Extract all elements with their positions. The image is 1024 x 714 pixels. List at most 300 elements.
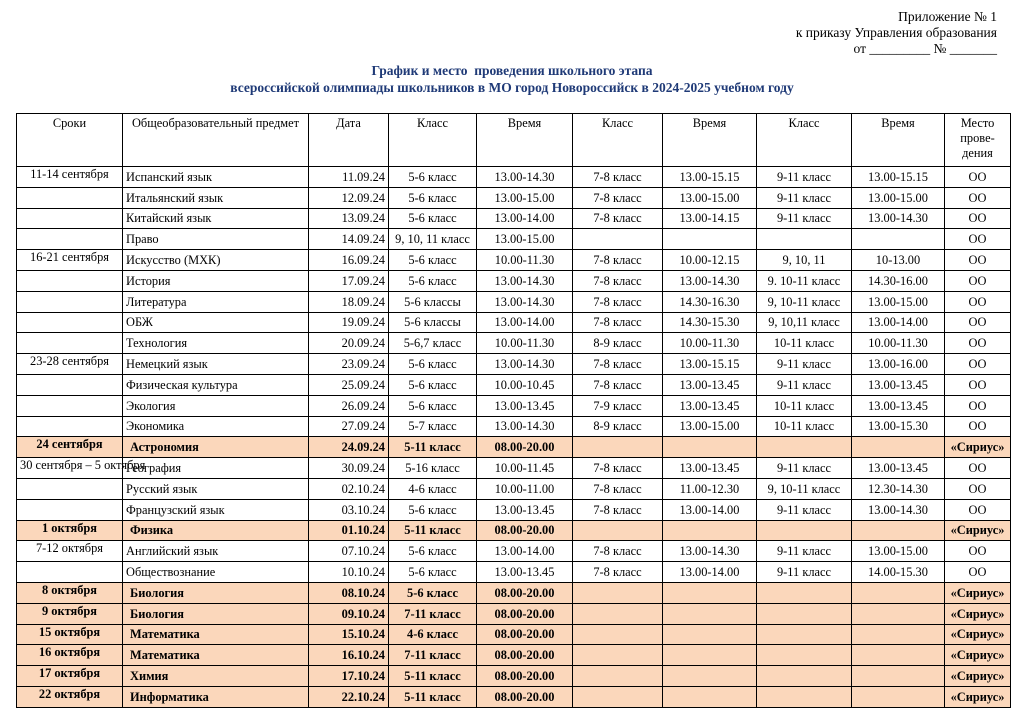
date-cell: 09.10.24 bbox=[309, 603, 389, 624]
column-header: Класс bbox=[389, 114, 477, 167]
subject-cell: Немецкий язык bbox=[123, 354, 309, 375]
date-cell: 03.10.24 bbox=[309, 499, 389, 520]
class-cell bbox=[573, 603, 663, 624]
subject-cell: ОБЖ bbox=[123, 312, 309, 333]
subject-cell: История bbox=[123, 270, 309, 291]
date-cell: 20.09.24 bbox=[309, 333, 389, 354]
time-cell: 13.00-15.00 bbox=[477, 229, 573, 250]
time-cell: 13.00-15.15 bbox=[852, 167, 945, 188]
period-cell: 9 октября bbox=[17, 603, 123, 624]
time-cell bbox=[663, 624, 757, 645]
class-cell: 8-9 класс bbox=[573, 416, 663, 437]
place-cell: ОО bbox=[945, 395, 1011, 416]
table-row bbox=[17, 208, 1011, 229]
time-cell bbox=[852, 603, 945, 624]
class-cell: 5-6 класс bbox=[389, 187, 477, 208]
subject-cell: Китайский язык bbox=[123, 208, 309, 229]
time-cell: 08.00-20.00 bbox=[477, 520, 573, 541]
class-cell: 7-8 класс bbox=[573, 208, 663, 229]
time-cell: 10.00-11.30 bbox=[852, 333, 945, 354]
period-cell: 17 октября bbox=[17, 666, 123, 687]
table-row bbox=[17, 624, 1011, 645]
document-title bbox=[0, 62, 1024, 96]
time-cell bbox=[663, 666, 757, 687]
class-cell: 7-9 класс bbox=[573, 395, 663, 416]
class-cell: 7-8 класс bbox=[573, 250, 663, 271]
time-cell: 13.00-15.15 bbox=[663, 167, 757, 188]
time-cell: 08.00-20.00 bbox=[477, 582, 573, 603]
place-cell: ОО bbox=[945, 187, 1011, 208]
table-row bbox=[17, 187, 1011, 208]
date-cell: 13.09.24 bbox=[309, 208, 389, 229]
appendix-note bbox=[796, 9, 997, 57]
class-cell: 7-8 класс bbox=[573, 312, 663, 333]
table-row bbox=[17, 291, 1011, 312]
place-cell: ОО bbox=[945, 333, 1011, 354]
time-cell: 13.00-14.00 bbox=[852, 312, 945, 333]
time-cell: 13.00-13.45 bbox=[663, 458, 757, 479]
table-row bbox=[17, 374, 1011, 395]
time-cell: 13.00-15.30 bbox=[852, 416, 945, 437]
period-cell: 30 сентября – 5 октября bbox=[17, 458, 123, 479]
time-cell: 10.00-12.15 bbox=[663, 250, 757, 271]
title-line-1: График и место проведения школьного этапа bbox=[371, 63, 653, 78]
class-cell: 9-11 класс bbox=[757, 187, 852, 208]
table-row bbox=[17, 458, 1011, 479]
period-cell: 11-14 сентября bbox=[17, 167, 123, 188]
time-cell: 13.00-14.30 bbox=[477, 416, 573, 437]
subject-cell: Физическая культура bbox=[123, 374, 309, 395]
class-cell: 7-8 класс bbox=[573, 499, 663, 520]
date-cell: 17.09.24 bbox=[309, 270, 389, 291]
time-cell: 10.00-10.45 bbox=[477, 374, 573, 395]
date-cell: 10.10.24 bbox=[309, 562, 389, 583]
place-cell: «Сириус» bbox=[945, 603, 1011, 624]
subject-cell: Итальянский язык bbox=[123, 187, 309, 208]
time-cell: 13.00-14.30 bbox=[663, 270, 757, 291]
period-cell: 1 октября bbox=[17, 520, 123, 541]
date-cell: 11.09.24 bbox=[309, 167, 389, 188]
subject-cell: Астрономия bbox=[123, 437, 309, 458]
time-cell: 08.00-20.00 bbox=[477, 624, 573, 645]
time-cell: 13.00-14.00 bbox=[663, 499, 757, 520]
table-row bbox=[17, 250, 1011, 271]
period-cell bbox=[17, 395, 123, 416]
class-cell: 9-11 класс bbox=[757, 499, 852, 520]
period-cell: 23-28 сентября bbox=[17, 354, 123, 375]
time-cell: 13.00-13.45 bbox=[663, 395, 757, 416]
date-cell: 22.10.24 bbox=[309, 686, 389, 707]
period-cell bbox=[17, 333, 123, 354]
place-cell: ОО bbox=[945, 458, 1011, 479]
class-cell: 9-11 класс bbox=[757, 374, 852, 395]
date-cell: 02.10.24 bbox=[309, 478, 389, 499]
table-row bbox=[17, 582, 1011, 603]
period-cell: 8 октября bbox=[17, 582, 123, 603]
class-cell: 9-11 класс bbox=[757, 562, 852, 583]
class-cell: 7-8 класс bbox=[573, 458, 663, 479]
time-cell: 14.30-15.30 bbox=[663, 312, 757, 333]
class-cell: 9, 10,11 класс bbox=[757, 312, 852, 333]
class-cell: 5-6 класс bbox=[389, 250, 477, 271]
time-cell: 13.00-14.30 bbox=[852, 499, 945, 520]
table-row bbox=[17, 499, 1011, 520]
period-cell bbox=[17, 374, 123, 395]
subject-cell: Экономика bbox=[123, 416, 309, 437]
period-cell: 22 октября bbox=[17, 686, 123, 707]
class-cell: 4-6 класс bbox=[389, 478, 477, 499]
time-cell: 11.00-12.30 bbox=[663, 478, 757, 499]
time-cell bbox=[663, 520, 757, 541]
date-cell: 08.10.24 bbox=[309, 582, 389, 603]
time-cell bbox=[852, 645, 945, 666]
class-cell: 5-6 классы bbox=[389, 312, 477, 333]
class-cell: 7-11 класс bbox=[389, 645, 477, 666]
period-cell bbox=[17, 187, 123, 208]
time-cell: 13.00-15.00 bbox=[477, 187, 573, 208]
class-cell: 9-11 класс bbox=[757, 208, 852, 229]
class-cell: 9, 10, 11 класс bbox=[389, 229, 477, 250]
class-cell bbox=[757, 645, 852, 666]
class-cell: 7-8 класс bbox=[573, 562, 663, 583]
date-cell: 24.09.24 bbox=[309, 437, 389, 458]
time-cell: 13.00-14.00 bbox=[663, 562, 757, 583]
table-row bbox=[17, 333, 1011, 354]
time-cell: 13.00-13.45 bbox=[477, 395, 573, 416]
time-cell bbox=[852, 582, 945, 603]
class-cell: 5-6 класс bbox=[389, 167, 477, 188]
class-cell: 5-11 класс bbox=[389, 666, 477, 687]
class-cell: 5-6 класс bbox=[389, 562, 477, 583]
time-cell: 12.30-14.30 bbox=[852, 478, 945, 499]
class-cell: 5-16 класс bbox=[389, 458, 477, 479]
time-cell: 14.30-16.00 bbox=[852, 270, 945, 291]
class-cell bbox=[573, 686, 663, 707]
class-cell: 5-6 класс bbox=[389, 270, 477, 291]
place-cell: «Сириус» bbox=[945, 686, 1011, 707]
time-cell: 13.00-13.45 bbox=[477, 562, 573, 583]
time-cell: 13.00-13.45 bbox=[852, 458, 945, 479]
class-cell: 9-11 класс bbox=[757, 167, 852, 188]
time-cell: 14.30-16.30 bbox=[663, 291, 757, 312]
table-row bbox=[17, 686, 1011, 707]
time-cell: 10.00-11.30 bbox=[477, 333, 573, 354]
subject-cell: География bbox=[123, 458, 309, 479]
date-cell: 01.10.24 bbox=[309, 520, 389, 541]
period-cell: 15 октября bbox=[17, 624, 123, 645]
table-row bbox=[17, 354, 1011, 375]
class-cell: 4-6 класс bbox=[389, 624, 477, 645]
period-cell: 24 сентября bbox=[17, 437, 123, 458]
class-cell: 7-8 класс bbox=[573, 270, 663, 291]
subject-cell: Химия bbox=[123, 666, 309, 687]
time-cell bbox=[663, 229, 757, 250]
time-cell: 13.00-14.00 bbox=[477, 541, 573, 562]
time-cell: 13.00-16.00 bbox=[852, 354, 945, 375]
time-cell: 10.00-11.45 bbox=[477, 458, 573, 479]
class-cell bbox=[573, 582, 663, 603]
time-cell bbox=[663, 582, 757, 603]
column-header: Место прове-дения bbox=[945, 114, 1011, 167]
class-cell: 10-11 класс bbox=[757, 395, 852, 416]
class-cell: 5-6 класс bbox=[389, 354, 477, 375]
class-cell: 9-11 класс bbox=[757, 458, 852, 479]
time-cell: 10-13.00 bbox=[852, 250, 945, 271]
column-header: Время bbox=[477, 114, 573, 167]
time-cell bbox=[852, 520, 945, 541]
date-cell: 19.09.24 bbox=[309, 312, 389, 333]
table-row bbox=[17, 666, 1011, 687]
period-cell bbox=[17, 229, 123, 250]
table-row bbox=[17, 437, 1011, 458]
date-cell: 16.10.24 bbox=[309, 645, 389, 666]
class-cell: 7-8 класс bbox=[573, 187, 663, 208]
column-header: Класс bbox=[573, 114, 663, 167]
subject-cell: Искусство (МХК) bbox=[123, 250, 309, 271]
period-cell bbox=[17, 478, 123, 499]
place-cell: ОО bbox=[945, 354, 1011, 375]
time-cell bbox=[852, 686, 945, 707]
subject-cell: Литература bbox=[123, 291, 309, 312]
period-cell bbox=[17, 208, 123, 229]
date-cell: 23.09.24 bbox=[309, 354, 389, 375]
class-cell bbox=[573, 624, 663, 645]
time-cell bbox=[663, 603, 757, 624]
subject-cell: Обществознание bbox=[123, 562, 309, 583]
date-cell: 17.10.24 bbox=[309, 666, 389, 687]
time-cell: 13.00-14.30 bbox=[852, 208, 945, 229]
time-cell bbox=[852, 666, 945, 687]
class-cell: 10-11 класс bbox=[757, 416, 852, 437]
class-cell: 7-8 класс bbox=[573, 354, 663, 375]
date-cell: 15.10.24 bbox=[309, 624, 389, 645]
place-cell: ОО bbox=[945, 478, 1011, 499]
column-header: Сроки bbox=[17, 114, 123, 167]
table-row bbox=[17, 478, 1011, 499]
period-cell bbox=[17, 270, 123, 291]
time-cell bbox=[852, 624, 945, 645]
class-cell: 7-8 класс bbox=[573, 291, 663, 312]
class-cell: 9-11 класс bbox=[757, 541, 852, 562]
time-cell: 13.00-13.45 bbox=[852, 374, 945, 395]
table-row bbox=[17, 312, 1011, 333]
time-cell: 13.00-15.00 bbox=[663, 187, 757, 208]
period-cell bbox=[17, 562, 123, 583]
time-cell: 14.00-15.30 bbox=[852, 562, 945, 583]
place-cell: ОО bbox=[945, 229, 1011, 250]
class-cell: 9-11 класс bbox=[757, 354, 852, 375]
place-cell: ОО bbox=[945, 208, 1011, 229]
subject-cell: Математика bbox=[123, 624, 309, 645]
table-row bbox=[17, 562, 1011, 583]
time-cell bbox=[852, 437, 945, 458]
time-cell: 13.00-14.15 bbox=[663, 208, 757, 229]
time-cell: 08.00-20.00 bbox=[477, 686, 573, 707]
subject-cell: Право bbox=[123, 229, 309, 250]
subject-cell: Математика bbox=[123, 645, 309, 666]
time-cell: 13.00-15.00 bbox=[852, 541, 945, 562]
class-cell: 5-11 класс bbox=[389, 686, 477, 707]
class-cell bbox=[573, 520, 663, 541]
place-cell: «Сириус» bbox=[945, 666, 1011, 687]
time-cell: 13.00-14.30 bbox=[477, 270, 573, 291]
period-cell bbox=[17, 291, 123, 312]
table-row bbox=[17, 416, 1011, 437]
class-cell: 9, 10, 11 bbox=[757, 250, 852, 271]
date-cell: 18.09.24 bbox=[309, 291, 389, 312]
period-cell: 7-12 октября bbox=[17, 541, 123, 562]
period-cell bbox=[17, 416, 123, 437]
time-cell: 13.00-14.30 bbox=[477, 167, 573, 188]
place-cell: ОО bbox=[945, 499, 1011, 520]
time-cell: 13.00-14.00 bbox=[477, 312, 573, 333]
column-header: Время bbox=[852, 114, 945, 167]
time-cell: 08.00-20.00 bbox=[477, 645, 573, 666]
class-cell: 5-6 классы bbox=[389, 291, 477, 312]
class-cell bbox=[757, 229, 852, 250]
class-cell: 9, 10-11 класс bbox=[757, 478, 852, 499]
date-cell: 30.09.24 bbox=[309, 458, 389, 479]
class-cell: 8-9 класс bbox=[573, 333, 663, 354]
table-row bbox=[17, 603, 1011, 624]
place-cell: ОО bbox=[945, 562, 1011, 583]
place-cell: ОО bbox=[945, 374, 1011, 395]
class-cell bbox=[573, 645, 663, 666]
time-cell: 13.00-13.45 bbox=[852, 395, 945, 416]
place-cell: ОО bbox=[945, 167, 1011, 188]
class-cell: 5-11 класс bbox=[389, 520, 477, 541]
place-cell: ОО bbox=[945, 270, 1011, 291]
time-cell: 13.00-14.30 bbox=[477, 291, 573, 312]
class-cell: 7-8 класс bbox=[573, 478, 663, 499]
table-body bbox=[17, 167, 1011, 708]
class-cell: 5-6 класс bbox=[389, 208, 477, 229]
column-header: Время bbox=[663, 114, 757, 167]
class-cell bbox=[757, 520, 852, 541]
class-cell: 5-6 класс bbox=[389, 499, 477, 520]
table-header-row bbox=[17, 114, 1011, 167]
date-cell: 14.09.24 bbox=[309, 229, 389, 250]
place-cell: «Сириус» bbox=[945, 437, 1011, 458]
subject-cell: Биология bbox=[123, 603, 309, 624]
time-cell bbox=[663, 645, 757, 666]
class-cell bbox=[757, 437, 852, 458]
table-row bbox=[17, 167, 1011, 188]
date-cell: 26.09.24 bbox=[309, 395, 389, 416]
class-cell: 7-11 класс bbox=[389, 603, 477, 624]
time-cell: 13.00-15.00 bbox=[663, 416, 757, 437]
class-cell bbox=[757, 624, 852, 645]
column-header: Дата bbox=[309, 114, 389, 167]
class-cell: 5-11 класс bbox=[389, 437, 477, 458]
appendix-line-3: от _________ № _______ bbox=[853, 41, 997, 56]
time-cell: 10.00-11.30 bbox=[663, 333, 757, 354]
place-cell: ОО bbox=[945, 416, 1011, 437]
class-cell bbox=[757, 582, 852, 603]
table-row bbox=[17, 270, 1011, 291]
class-cell bbox=[757, 603, 852, 624]
class-cell: 9, 10-11 класс bbox=[757, 291, 852, 312]
place-cell: «Сириус» bbox=[945, 582, 1011, 603]
time-cell: 13.00-14.00 bbox=[477, 208, 573, 229]
class-cell: 5-6 класс bbox=[389, 374, 477, 395]
class-cell bbox=[573, 666, 663, 687]
class-cell: 5-6 класс bbox=[389, 541, 477, 562]
time-cell: 10.00-11.30 bbox=[477, 250, 573, 271]
column-header: Класс bbox=[757, 114, 852, 167]
subject-cell: Биология bbox=[123, 582, 309, 603]
schedule-table bbox=[16, 113, 1011, 708]
subject-cell: Экология bbox=[123, 395, 309, 416]
subject-cell: Французский язык bbox=[123, 499, 309, 520]
period-cell bbox=[17, 499, 123, 520]
date-cell: 12.09.24 bbox=[309, 187, 389, 208]
class-cell bbox=[757, 666, 852, 687]
place-cell: «Сириус» bbox=[945, 645, 1011, 666]
time-cell: 13.00-13.45 bbox=[663, 374, 757, 395]
place-cell: «Сириус» bbox=[945, 624, 1011, 645]
date-cell: 25.09.24 bbox=[309, 374, 389, 395]
time-cell bbox=[663, 437, 757, 458]
time-cell: 08.00-20.00 bbox=[477, 603, 573, 624]
class-cell: 5-6 класс bbox=[389, 582, 477, 603]
title-line-2: всероссийской олимпиады школьников в МО город Новороссийск в 2024-2025 учебном году bbox=[230, 80, 794, 95]
column-header: Общеобразовательный предмет bbox=[123, 114, 309, 167]
time-cell bbox=[663, 686, 757, 707]
appendix-line-1: Приложение № 1 bbox=[898, 9, 997, 24]
time-cell: 13.00-15.00 bbox=[852, 291, 945, 312]
class-cell bbox=[573, 229, 663, 250]
class-cell: 7-8 класс bbox=[573, 374, 663, 395]
class-cell: 5-7 класс bbox=[389, 416, 477, 437]
subject-cell: Информатика bbox=[123, 686, 309, 707]
time-cell: 13.00-13.45 bbox=[477, 499, 573, 520]
place-cell: ОО bbox=[945, 541, 1011, 562]
time-cell: 13.00-14.30 bbox=[663, 541, 757, 562]
place-cell: «Сириус» bbox=[945, 520, 1011, 541]
class-cell: 7-8 класс bbox=[573, 541, 663, 562]
date-cell: 07.10.24 bbox=[309, 541, 389, 562]
place-cell: ОО bbox=[945, 291, 1011, 312]
time-cell: 08.00-20.00 bbox=[477, 666, 573, 687]
period-cell: 16-21 сентября bbox=[17, 250, 123, 271]
table-row bbox=[17, 645, 1011, 666]
class-cell: 9. 10-11 класс bbox=[757, 270, 852, 291]
time-cell: 13.00-14.30 bbox=[477, 354, 573, 375]
subject-cell: Английский язык bbox=[123, 541, 309, 562]
class-cell bbox=[573, 437, 663, 458]
class-cell: 5-6 класс bbox=[389, 395, 477, 416]
subject-cell: Технология bbox=[123, 333, 309, 354]
table-row bbox=[17, 229, 1011, 250]
subject-cell: Русский язык bbox=[123, 478, 309, 499]
time-cell: 13.00-15.15 bbox=[663, 354, 757, 375]
place-cell: ОО bbox=[945, 312, 1011, 333]
subject-cell: Физика bbox=[123, 520, 309, 541]
time-cell: 10.00-11.00 bbox=[477, 478, 573, 499]
subject-cell: Испанский язык bbox=[123, 167, 309, 188]
class-cell: 10-11 класс bbox=[757, 333, 852, 354]
appendix-line-2: к приказу Управления образования bbox=[795, 25, 997, 40]
table-row bbox=[17, 395, 1011, 416]
class-cell bbox=[757, 686, 852, 707]
time-cell: 13.00-15.00 bbox=[852, 187, 945, 208]
date-cell: 27.09.24 bbox=[309, 416, 389, 437]
table-row bbox=[17, 541, 1011, 562]
class-cell: 5-6,7 класс bbox=[389, 333, 477, 354]
period-cell bbox=[17, 312, 123, 333]
time-cell: 08.00-20.00 bbox=[477, 437, 573, 458]
